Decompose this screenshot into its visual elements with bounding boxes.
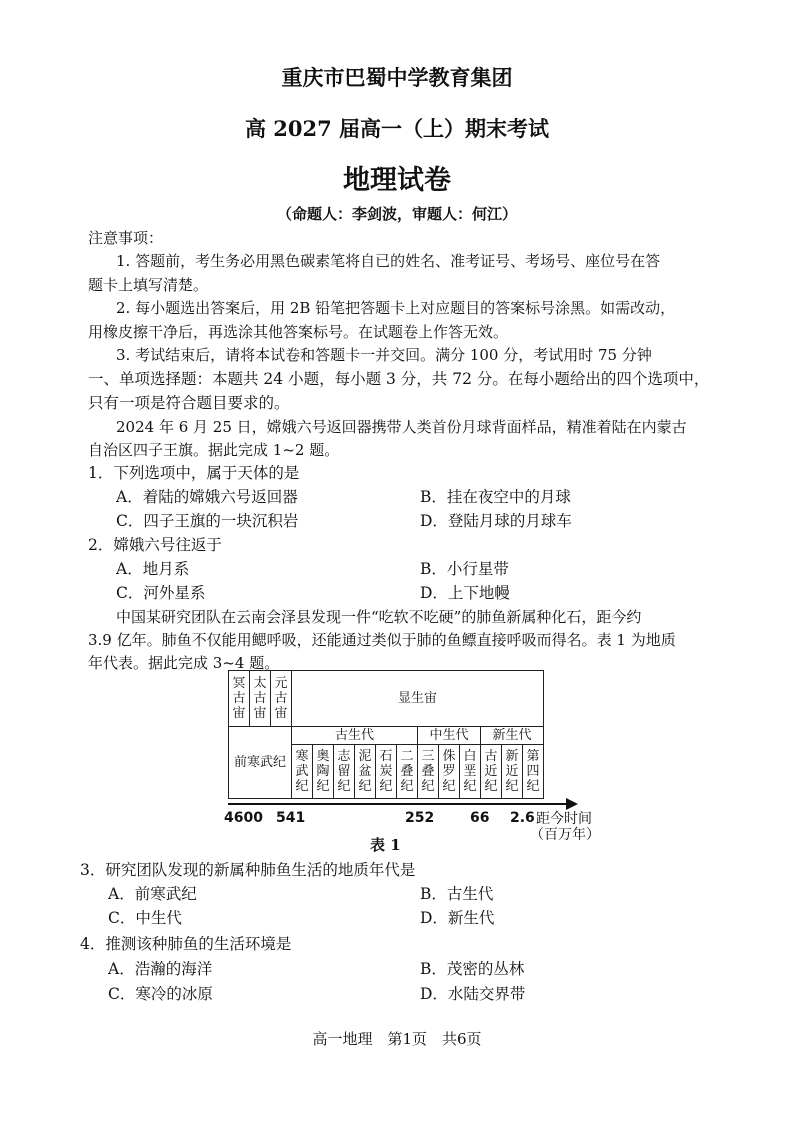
table-caption: 表 1 bbox=[370, 836, 401, 854]
q4-option-c[interactable]: C．寒冷的冰原 bbox=[108, 985, 213, 1003]
q3-option-d[interactable]: D．新生代 bbox=[420, 909, 495, 927]
q2-option-a[interactable]: A．地月系 bbox=[116, 560, 190, 578]
eon-hadean: 冥古宙 bbox=[229, 671, 250, 727]
period-paleogene: 古近纪 bbox=[481, 745, 502, 799]
precambrian-cell: 前寒武纪 bbox=[229, 727, 292, 799]
notice-item-1b: 题卡上填写清楚。 bbox=[88, 276, 209, 294]
q2-option-d[interactable]: D．上下地幔 bbox=[420, 584, 510, 602]
section-heading-line1: 一、单项选择题：本题共 24 小题，每小题 3 分，共 72 分。在每小题给出的四个选项中， bbox=[88, 370, 710, 388]
section-heading-line2: 只有一项是符合题目要求的。 bbox=[88, 394, 290, 412]
period-cambrian: 寒武纪 bbox=[292, 745, 313, 799]
time-axis-line bbox=[228, 803, 568, 805]
passage1-line2: 自治区四子王旗。据此完成 1~2 题。 bbox=[88, 441, 340, 459]
tick-2-6: 2.6 bbox=[510, 810, 535, 826]
tick-252: 252 bbox=[405, 810, 435, 826]
period-ordovician: 奥陶纪 bbox=[313, 745, 334, 799]
q3-option-a[interactable]: A．前寒武纪 bbox=[108, 885, 197, 903]
q2-option-b[interactable]: B．小行星带 bbox=[420, 560, 509, 578]
q3-option-c[interactable]: C．中生代 bbox=[108, 909, 182, 927]
era-mesozoic: 中生代 bbox=[418, 727, 481, 745]
q3-option-b[interactable]: B．古生代 bbox=[420, 885, 494, 903]
notice-item-1a: 1. 答题前，考生务必用黑色碳素笔将自已的姓名、准考证号、考场号、座位号在答 bbox=[116, 252, 661, 270]
notice-title: 注意事项： bbox=[88, 229, 164, 247]
era-paleozoic: 古生代 bbox=[292, 727, 418, 745]
q1-option-c[interactable]: C．四子王旗的一块沉积岩 bbox=[116, 512, 299, 530]
q4-option-a[interactable]: A．浩瀚的海洋 bbox=[108, 960, 213, 978]
q4-stem: 4．推测该种肺鱼的生活环境是 bbox=[80, 935, 292, 953]
period-neogene: 新近纪 bbox=[502, 745, 523, 799]
eon-proterozoic: 元古宙 bbox=[271, 671, 292, 727]
passage2-line1: 中国某研究团队在云南会泽县发现一件“吃软不吃硬”的肺鱼新属种化石，距今约 bbox=[116, 608, 642, 626]
geologic-time-table bbox=[228, 670, 544, 799]
eon-archean: 太古宙 bbox=[250, 671, 271, 727]
q1-option-b[interactable]: B．挂在夜空中的月球 bbox=[420, 488, 571, 506]
eon-phanerozoic: 显生宙 bbox=[292, 671, 544, 727]
era-cenozoic: 新生代 bbox=[481, 727, 544, 745]
passage2-line3: 年代表。据此完成 3~4 题。 bbox=[88, 654, 280, 672]
q2-option-c[interactable]: C．河外星系 bbox=[116, 584, 206, 602]
period-quaternary: 第四纪 bbox=[523, 745, 544, 799]
passage2-line2: 3.9 亿年。肺鱼不仅能用鳃呼吸，还能通过类似于肺的鱼鳔直接呼吸而得名。表 1 为地质 bbox=[88, 631, 676, 649]
exam-title: 高 2027 届高一（上）期末考试 bbox=[244, 116, 550, 141]
q4-option-d[interactable]: D．水陆交界带 bbox=[420, 985, 526, 1003]
axis-label-time: 距今时间 bbox=[536, 811, 592, 827]
period-carboniferous: 石炭纪 bbox=[376, 745, 397, 799]
period-permian: 二叠纪 bbox=[397, 745, 418, 799]
q3-stem: 3．研究团队发现的新属种肺鱼生活的地质年代是 bbox=[80, 861, 416, 879]
period-triassic: 三叠纪 bbox=[418, 745, 439, 799]
subject-title: 地理试卷 bbox=[343, 165, 451, 196]
school-name: 重庆市巴蜀中学教育集团 bbox=[281, 65, 513, 90]
period-cretaceous: 白垩纪 bbox=[460, 745, 481, 799]
tick-66: 66 bbox=[470, 810, 490, 826]
q1-stem: 1．下列选项中，属于天体的是 bbox=[88, 464, 300, 482]
q1-option-d[interactable]: D．登陆月球的月球车 bbox=[420, 512, 572, 530]
q1-option-a[interactable]: A．着陆的嫦娥六号返回器 bbox=[116, 488, 298, 506]
axis-label-unit: （百万年） bbox=[530, 827, 600, 843]
notice-item-2b: 用橡皮擦干净后，再选涂其他答案标号。在试题卷上作答无效。 bbox=[88, 323, 509, 341]
tick-541: 541 bbox=[276, 810, 306, 826]
notice-item-2a: 2. 每小题选出答案后，用 2B 铅笔把答题卡上对应题目的答案标号涂黑。如需改动， bbox=[116, 299, 676, 317]
authors-line: （命题人：李剑波，审题人：何江） bbox=[276, 205, 517, 223]
period-jurassic: 侏罗纪 bbox=[439, 745, 460, 799]
tick-4600: 4600 bbox=[224, 810, 263, 826]
q2-stem: 2．嫦娥六号往返于 bbox=[88, 536, 222, 554]
notice-item-3: 3. 考试结束后，请将本试卷和答题卡一并交回。满分 100 分，考试用时 75 分钟 bbox=[116, 346, 652, 364]
page-footer: 高一地理 第1页 共6页 bbox=[312, 1030, 482, 1048]
passage1-line1: 2024 年 6 月 25 日，嫦娥六号返回器携带人类首份月球背面样品，精准着陆在内蒙古 bbox=[116, 418, 687, 436]
period-devonian: 泥盆纪 bbox=[355, 745, 376, 799]
period-silurian: 志留纪 bbox=[334, 745, 355, 799]
q4-option-b[interactable]: B．茂密的丛林 bbox=[420, 960, 525, 978]
